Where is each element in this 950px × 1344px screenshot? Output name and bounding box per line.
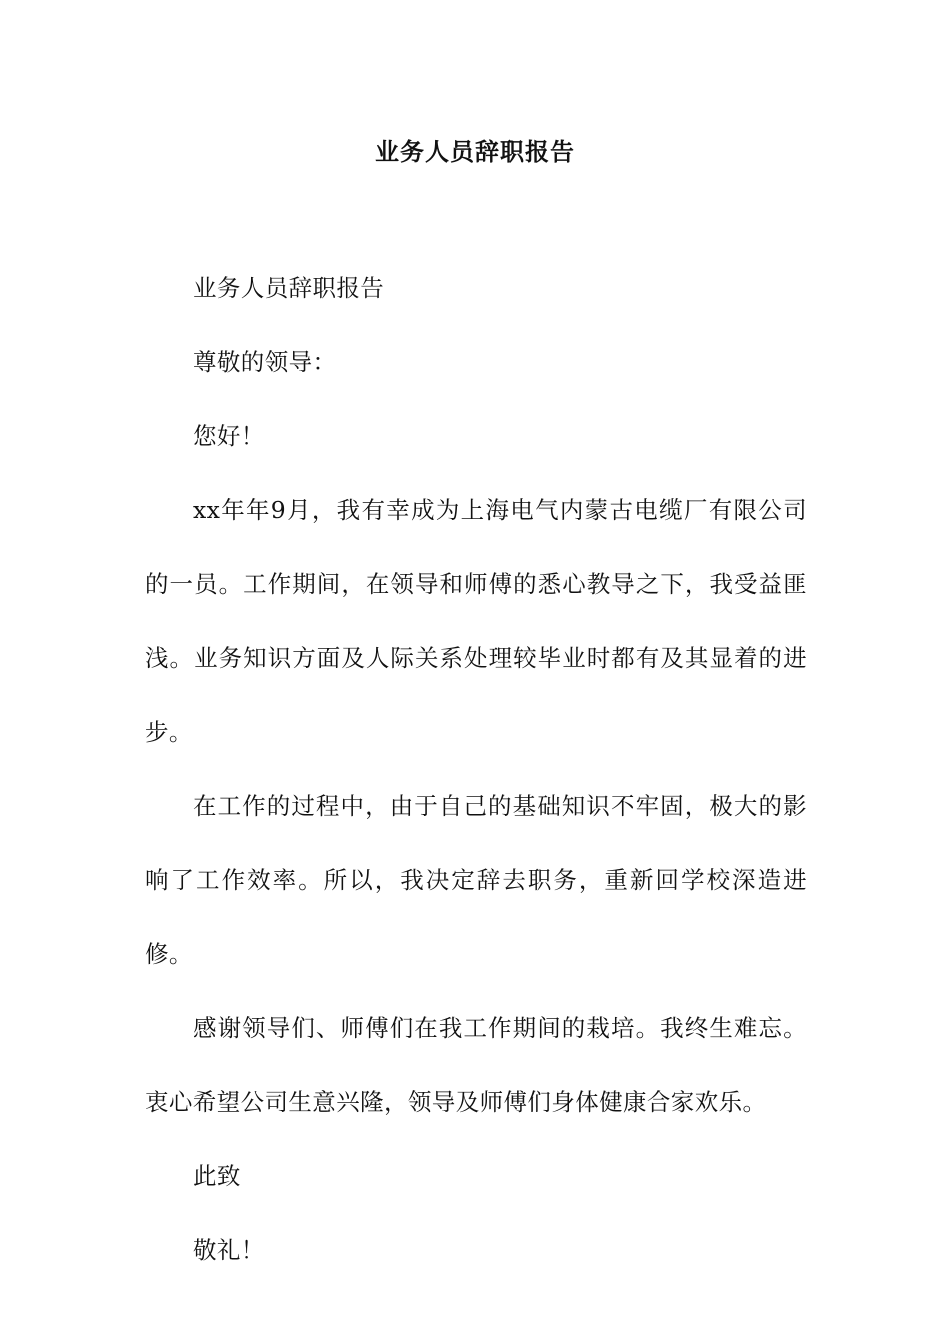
paragraph-greeting: 您好！ [193, 422, 265, 450]
paragraph-thanks: 感谢领导们、师傅们在我工作期间的栽培。我终生难忘。衷心希望公司生意兴隆，领导及师傅们身体健康合家欢乐。 [145, 1014, 807, 1116]
paragraph-introduction: xx年年9月，我有幸成为上海电气内蒙古电缆厂有限公司的一员。工作期间，在领导和师傅的悉心教导之下，我受益匪浅。业务知识方面及人际关系处理较毕业时都有及其显着的进步。 [145, 496, 807, 746]
paragraph-closing: 此致 [193, 1162, 241, 1190]
paragraph-salutation: 尊敬的领导： [193, 348, 337, 376]
document-title: 业务人员辞职报告 [375, 137, 575, 166]
paragraph-reason: 在工作的过程中，由于自己的基础知识不牢固，极大的影响了工作效率。所以，我决定辞去职务，重新回学校深造进修。 [145, 792, 807, 968]
paragraph-regards: 敬礼！ [193, 1236, 265, 1264]
document-body [145, 251, 807, 1287]
paragraph-subject: 业务人员辞职报告 [193, 274, 385, 302]
